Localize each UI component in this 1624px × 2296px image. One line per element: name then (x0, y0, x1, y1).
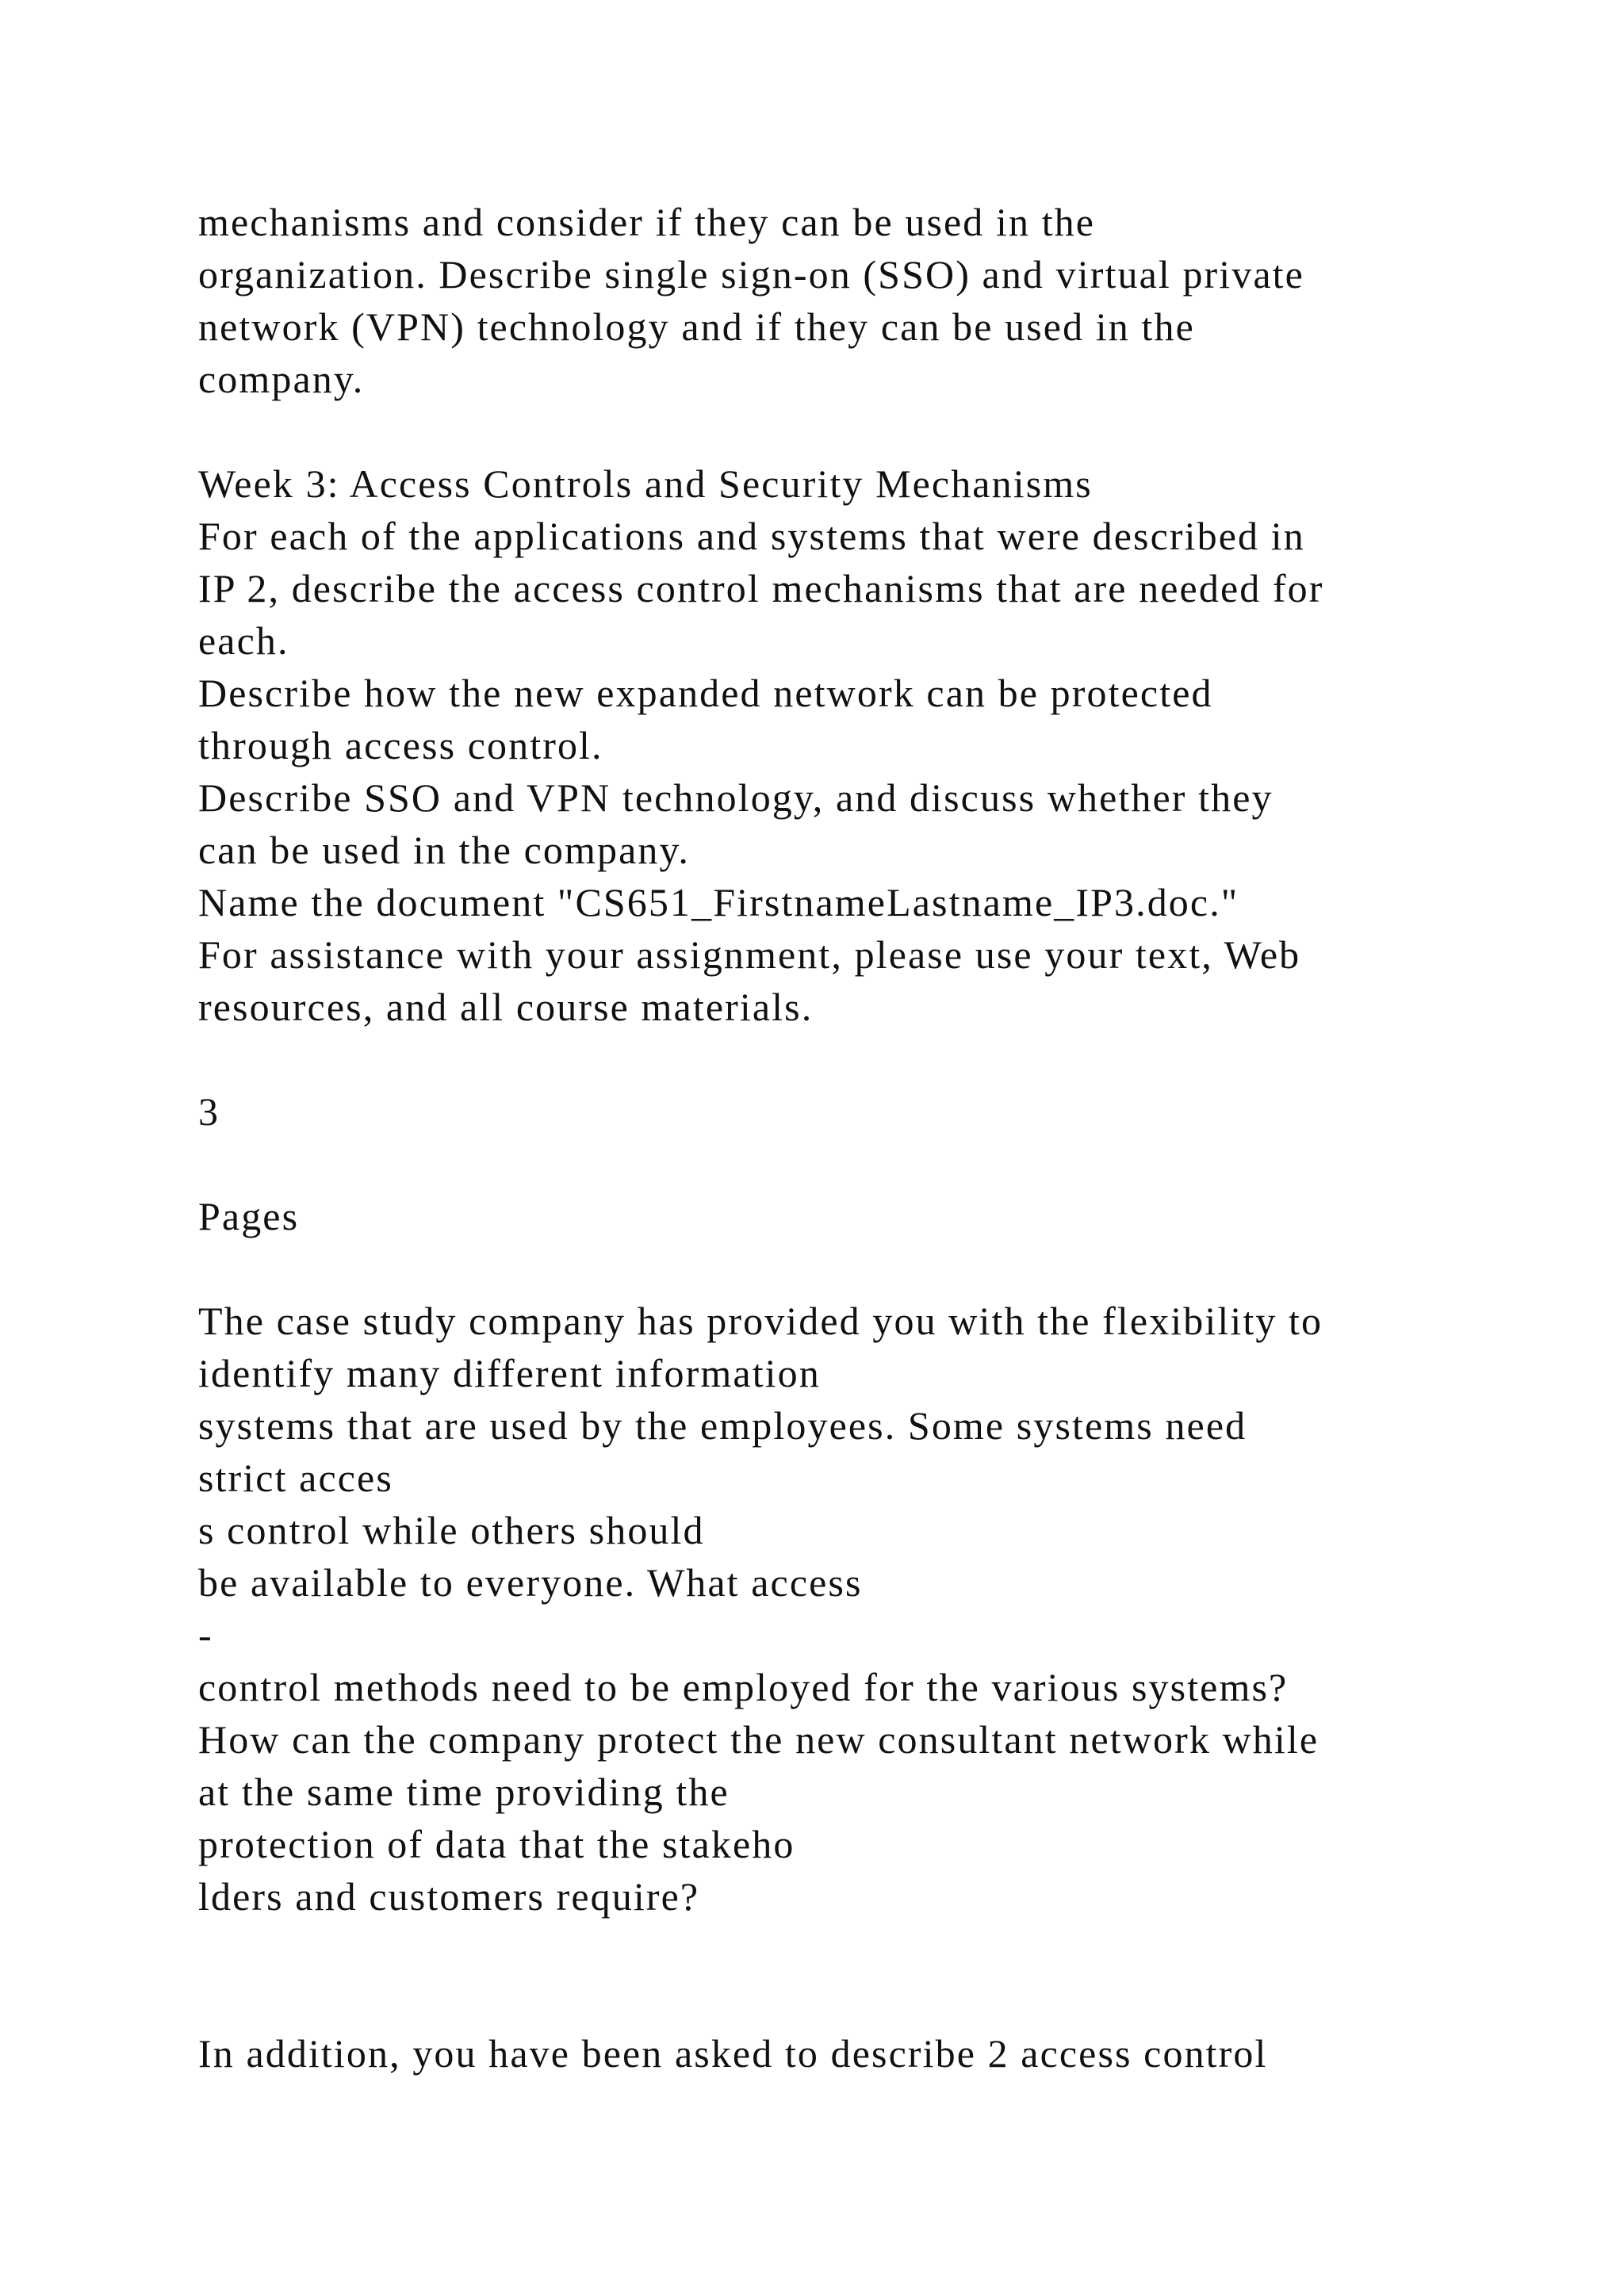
text-line: be available to everyone. What access (198, 1560, 863, 1605)
page-count-label: Pages (198, 1194, 300, 1238)
text-line: control methods need to be employed for the various systems? (198, 1665, 1289, 1709)
text-line: For assistance with your assignment, please use your text, Web (198, 932, 1301, 977)
text-line: each. (198, 618, 289, 663)
text-line: strict acces (198, 1456, 393, 1500)
text-line: at the same time providing the (198, 1770, 730, 1814)
text-line: network (VPN) technology and if they can be used in the (198, 304, 1195, 349)
text-line: How can the company protect the new consultant network while (198, 1717, 1320, 1762)
text-line: protection of data that the stakeho (198, 1822, 795, 1866)
text-line: Name the document "CS651_FirstnameLastname_IP3.doc." (198, 880, 1239, 924)
text-line: - (198, 1613, 213, 1657)
text-line: organization. Describe single sign-on (SSO) and virtual private (198, 252, 1304, 297)
text-line: can be used in the company. (198, 828, 690, 872)
text-line: mechanisms and consider if they can be used in the (198, 200, 1096, 244)
text-line: Describe how the new expanded network can be protected (198, 671, 1213, 715)
text-line: lders and customers require? (198, 1874, 700, 1919)
section-heading: Week 3: Access Controls and Security Mechanisms (198, 461, 1093, 506)
text-line: identify many different information (198, 1351, 821, 1395)
text-line: s control while others should (198, 1508, 705, 1552)
text-line: For each of the applications and systems that were described in (198, 514, 1305, 558)
text-line: resources, and all course materials. (198, 985, 814, 1029)
page-count-value: 3 (198, 1089, 220, 1134)
text-line: company. (198, 357, 365, 401)
text-line: Describe SSO and VPN technology, and discuss whether they (198, 775, 1274, 820)
text-line: The case study company has provided you with the flexibility to (198, 1299, 1323, 1343)
text-line: through access control. (198, 723, 603, 767)
text-line: In addition, you have been asked to describe 2 access control (198, 2031, 1268, 2076)
text-line: IP 2, describe the access control mechanisms that are needed for (198, 566, 1324, 610)
text-line: systems that are used by the employees. Some systems need (198, 1403, 1247, 1448)
